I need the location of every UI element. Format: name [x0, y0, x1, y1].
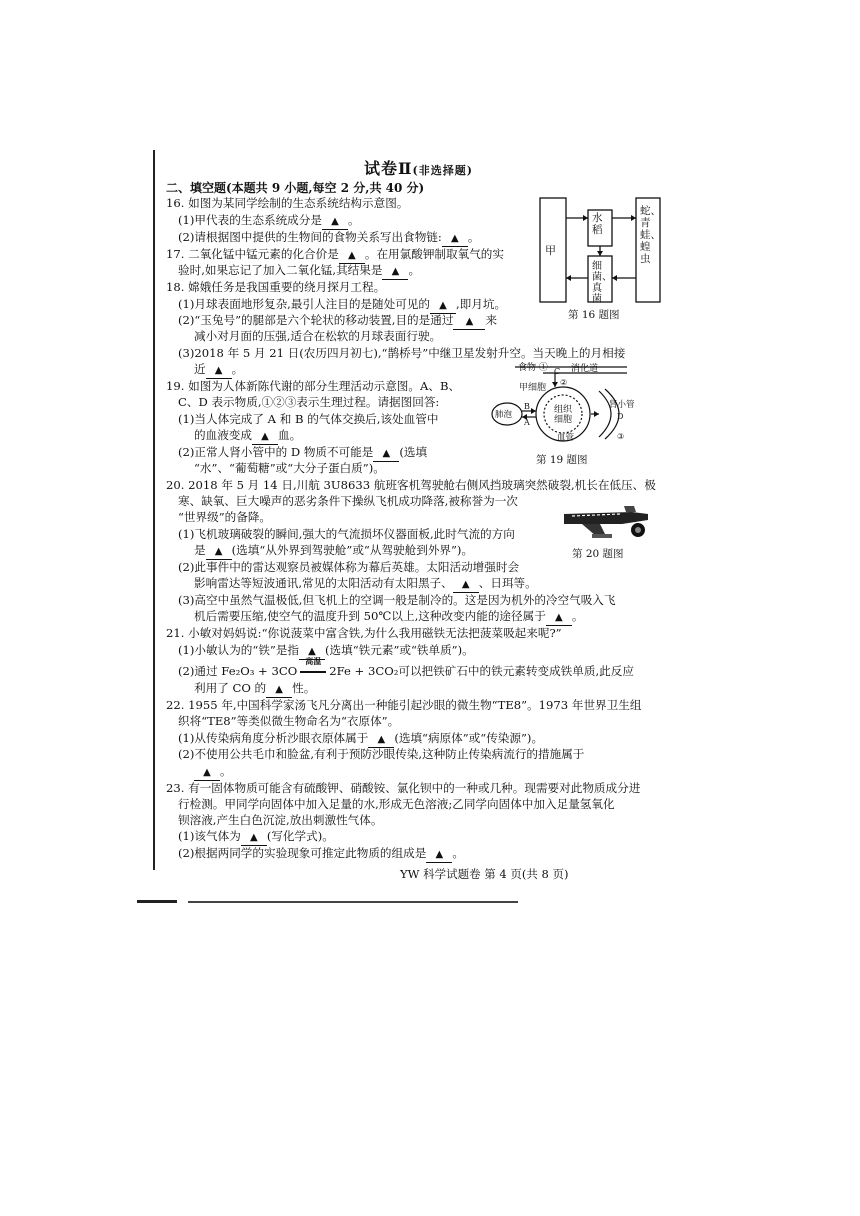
- fig20-caption: 第 20 题图: [572, 548, 624, 560]
- fig19-digestive-label: 消化道: [571, 364, 599, 374]
- answer-blank: ▲: [430, 297, 456, 314]
- fig16-jia-label: 甲: [545, 244, 556, 257]
- answer-blank: ▲: [252, 428, 278, 445]
- answer-blank: ▲: [382, 263, 408, 280]
- answer-blank: ▲: [453, 313, 485, 330]
- answer-blank: ▲: [453, 576, 479, 593]
- fig16-rice-label: 水稻: [592, 212, 603, 236]
- fig19-circ3-label: ③: [617, 432, 625, 441]
- answer-blank: ▲: [442, 230, 468, 247]
- q18-part2-cont: 减小对月面的压强,适合在松软的月球表面行驶。: [194, 329, 442, 343]
- q19-part1: (1)当人体完成了 A 和 B 的气体交换后,该处血管中: [178, 412, 439, 426]
- fig19-food-label: 食物 ①: [518, 363, 548, 373]
- q19-part1-cont: 的血液变成 ▲ 血。: [194, 428, 301, 445]
- q20-part1-cont: 是 ▲ (选填“从外界到驾驶舱”或“从驾驶舱到外界”)。: [194, 543, 473, 560]
- fig19-a-label: A: [524, 418, 530, 427]
- q22-part2: (2)不使用公共毛巾和脸盆,有利于预防沙眼传染,这种防止传染病流行的措施属于: [178, 747, 585, 761]
- q23-part2-text: (2)根据两同学的实验现象可推定此物质的组成是: [178, 846, 427, 860]
- fig19-d-label: D: [617, 412, 624, 421]
- fig19-lung-label: 肺泡: [495, 410, 513, 420]
- fig19-tubule-label: 肾小管: [609, 400, 635, 410]
- answer-blank: ▲: [299, 643, 325, 660]
- answer-blank: ▲: [241, 829, 267, 846]
- q16-stem: 16. 如图为某同学绘制的生态系统结构示意图。: [166, 196, 409, 210]
- answer-blank: ▲: [266, 681, 292, 698]
- margin-line: [153, 150, 155, 870]
- q22-part1: (1)从传染病角度分析沙眼衣原体属于 ▲ (选填“病原体”或“传染源”)。: [178, 731, 543, 748]
- q16-part2: (2)请根据图中提供的生物间的食物关系写出食物链: ▲ 。: [178, 230, 479, 247]
- q19-line1: 19. 如图为人体新陈代谢的部分生理活动示意图。A、B、: [166, 379, 461, 393]
- scan-line: [188, 901, 518, 903]
- scan-line: [137, 900, 177, 903]
- fig19-caption: 第 19 题图: [536, 454, 588, 466]
- answer-blank: ▲: [194, 764, 220, 781]
- q17-line2: 验时,如果忘记了加入二氧化锰,其结果是 ▲ 。: [178, 263, 420, 280]
- q22-line2: 织将“TE8”等类似微生物命名为“衣原体”。: [178, 714, 400, 728]
- q18-part1: (1)月球表面地形复杂,最引人注目的是随处可见的 ▲ ,即月坑。: [178, 297, 506, 314]
- q18-part3: (3)2018 年 5 月 21 日(农历四月初七),“鹊桥号”中继卫星发射升空。当天晚上的月相接: [178, 346, 626, 360]
- section-heading: 二、填空题(本题共 9 小题,每空 2 分,共 40 分): [166, 181, 425, 195]
- q23-part2-line: (2)根据两同学的实验现象可推定此物质的组成是 ▲ 。: [178, 846, 464, 863]
- q21-part2-cont: 利用了 CO 的 ▲ 性。: [194, 681, 315, 698]
- fig19-b-label: B: [524, 402, 530, 411]
- fig16-caption: 第 16 题图: [568, 309, 620, 321]
- answer-blank: ▲: [206, 543, 232, 560]
- paper-title: 试卷Ⅱ(非选择题): [364, 159, 473, 178]
- q16-part1: (1)甲代表的生态系统成分是 ▲ 。: [178, 213, 360, 230]
- q20-part2-cont: 影响雷达等短波通讯,常见的太阳活动有太阳黑子、 ▲ 、日珥等。: [194, 576, 537, 593]
- fig19-vessel-label: 血管: [557, 433, 575, 443]
- fig16-bacteria-label: 细菌、真菌: [592, 261, 612, 305]
- answer-blank: ▲: [546, 609, 572, 626]
- answer-blank: ▲: [368, 731, 394, 748]
- q17-line1: 17. 二氧化锰中锰元素的化合价是 ▲ 。在用氯酸钾制取氧气的实: [166, 247, 504, 264]
- answer-blank: ▲: [339, 247, 365, 264]
- answer-blank: ▲: [426, 846, 452, 863]
- reaction-arrow: 高温: [300, 664, 326, 678]
- q23-line2: 行检测。甲同学向固体中加入足量的水,形成无色溶液;乙同学向固体中加入足量氢氧化: [178, 797, 615, 811]
- q22-line1: 22. 1955 年,中国科学家汤飞凡分离出一种能引起沙眼的微生物“TE8”。1973 年世界卫生组: [166, 698, 642, 712]
- fig19-circ2-label: ②: [560, 378, 568, 387]
- q18-part2: (2)“玉兔号”的腿部是六个轮状的移动装置,目的是通过 ▲ 来: [178, 313, 497, 330]
- q19-line2: C、D 表示物质,①②③表示生理过程。请据图回答:: [178, 395, 440, 409]
- q20-line1: 20. 2018 年 5 月 14 日,川航 3U8633 航班客机驾驶舱右侧风挡玻璃突然破裂,机长在低压、极: [166, 478, 656, 492]
- q21-part2: (2)通过 Fe₂O₃ + 3CO 高温 2Fe + 3CO₂可以把铁矿石中的铁元素转变成铁单质,此反应: [178, 656, 634, 678]
- fig19-c-label: C: [554, 367, 561, 376]
- q20-part3-cont: 机后需要压缩,使空气的温度升到 50℃以上,这种改变内能的途径属于 ▲ 。: [194, 609, 583, 626]
- q18-part3-cont: 近 ▲ 。: [194, 362, 243, 379]
- q20-part3: (3)高空中虽然气温极低,但飞机上的空调一般是制冷的。这是因为机外的冷空气吸入飞: [178, 593, 616, 607]
- answer-blank: ▲: [373, 445, 399, 462]
- q20-line3: “世界级”的备降。: [178, 510, 272, 524]
- fig16-animals-label: 蛇、青蛙、蝗虫: [640, 205, 661, 265]
- fig20-airplane-photo: [562, 502, 650, 540]
- q21-stem: 21. 小敏对妈妈说:“你说菠菜中富含铁,为什么我用磁铁无法把菠菜吸起来呢?”: [166, 626, 562, 640]
- page-footer: YW 科学试题卷 第 4 页(共 8 页): [400, 867, 569, 881]
- q23-part1: (1)该气体为 ▲ (写化学式)。: [178, 829, 334, 846]
- answer-blank: ▲: [206, 362, 232, 379]
- q20-part1: (1)飞机玻璃破裂的瞬间,强大的气流损坏仪器面板,此时气流的方向: [178, 527, 515, 541]
- fig19-cell-label: 甲细胞: [519, 383, 547, 393]
- q23-line3: 钡溶液,产生白色沉淀,放出刺激性气体。: [178, 813, 383, 827]
- q20-part2: (2)此事件中的雷达观察员被媒体称为幕后英雄。太阳活动增强时会: [178, 560, 520, 574]
- q23-line1: 23. 有一固体物质可能含有硫酸钾、硝酸铵、氯化钡中的一种或几种。现需要对此物质成分进: [166, 781, 641, 795]
- q19-part2: (2)正常人肾小管中的 D 物质不可能是 ▲ (选填: [178, 445, 427, 462]
- q21-part1: (1)小敏认为的“铁”是指 ▲ (选填“铁元素”或“铁单质”)。: [178, 643, 474, 660]
- fig19-tissue-label: 组织细胞: [554, 405, 573, 425]
- q22-part2-cont: ▲ 。: [194, 764, 232, 781]
- q18-stem: 18. 嫦娥任务是我国重要的绕月探月工程。: [166, 280, 386, 294]
- q19-part2-cont: “水”、“葡萄糖”或“大分子蛋白质”)。: [194, 461, 385, 475]
- answer-blank: ▲: [322, 213, 348, 230]
- q20-line2: 寒、缺氧、巨大噪声的恶劣条件下操纵飞机成功降落,被称誉为一次: [178, 494, 518, 508]
